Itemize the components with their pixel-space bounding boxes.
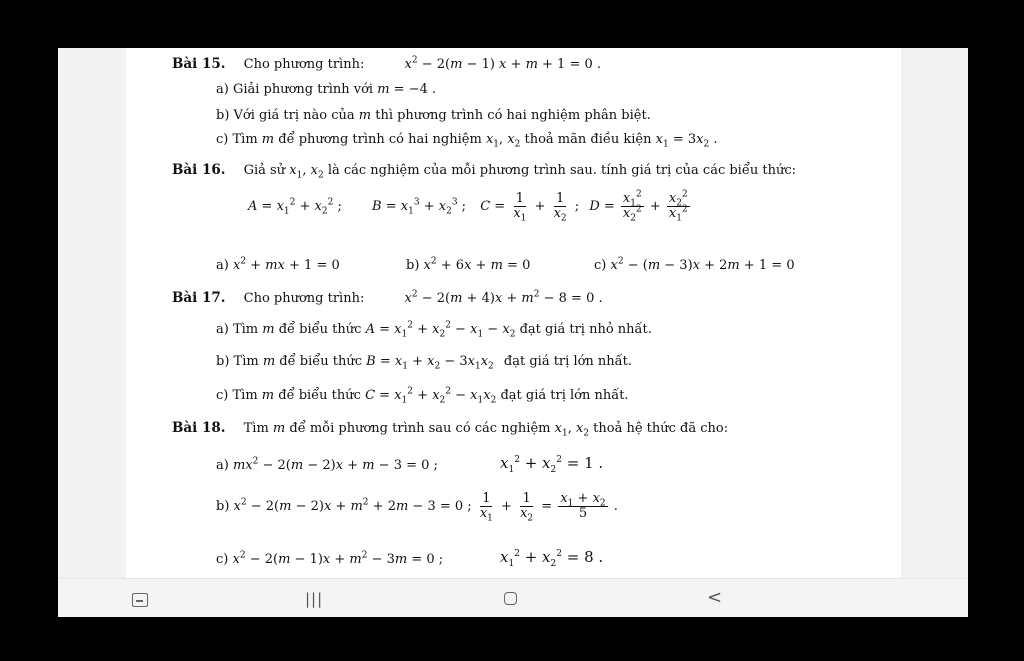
exercise-17-part-a: a) Tìm m để biểu thức $A = x_1^2 + x_2^2 - x_1 - x_2$ đạt giá trị nhỏ nhất. [216,320,652,340]
exercise-16-label: Bài 16. [172,162,226,178]
exercise-16-heading: Bài 16. Giả sử $x_1$, $x_2$ là các nghiệm của mỗi phương trình sau. tính giá trị của các biểu thức: [172,162,796,181]
part-text: đạt giá trị lớn nhất. [500,388,629,403]
exercise-18-intro: Tìm [243,421,269,436]
exercise-15-part-b: b) Với giá trị nào của m thì phương trình có hai nghiệm phân biệt. [216,108,651,123]
recent-apps-icon[interactable]: ||| [305,590,324,608]
exercise-15-label: Bài 15. [172,56,226,72]
home-icon[interactable] [504,592,517,605]
exercise-15-part-c: c) Tìm m để phương trình có hai nghiệm $x_1$, $x_2$ thoả mãn điều kiện $x_1 = 3x_2$ . [216,132,718,150]
part-text: để biểu thức [279,354,362,369]
part-text: đạt giá trị lớn nhất. [503,354,632,369]
part-label: c) [594,258,607,273]
exercise-17-label: Bài 17. [172,290,226,306]
part-text: b) Với giá trị nào của [216,108,355,123]
part-text: để biểu thức [278,322,362,337]
exercise-16-intro-rest: là các nghiệm của mỗi phương trình sau. tính giá trị của các biểu thức: [327,163,796,178]
exercise-17-intro: Cho phương trình: [243,291,365,306]
equation: $x^2 - 2(m + 4)x + m^2 - 8 = 0$ . [404,289,603,306]
exercise-16-intro: Giả sử [243,163,286,178]
exercise-18-part-a: a) $mx^2 - 2(m - 2)x + m - 3 = 0$ ; [216,456,438,473]
part-text: c) Tìm [216,132,258,147]
part-text: a) Tìm [216,322,259,337]
part-text: a) Giải phương trình với [216,82,374,97]
part-text: c) Tìm [216,388,258,403]
exercise-18-part-c: c) $x^2 - 2(m - 1)x + m^2 - 3m = 0$ ; [216,550,444,567]
exercise-18-label: Bài 18. [172,420,226,436]
exercise-15-heading [172,56,601,72]
document-page [126,48,901,578]
back-icon[interactable]: < [707,587,723,608]
expressions-row: $A = x_1^2 + x_2^2$ ; $B = x_1^3 + x_2^3$ ; C = $\frac{1}{x_1}$ + $\frac{1}{x_2}$ ; D = $\frac{x_1^2}{x_2^2}$ + $\frac{x_2^2}{x_1^2}$ [248,189,688,224]
part-label: a) [216,458,229,473]
equation: $x^2 - 2(m - 1) x + m + 1 = 0$ . [404,55,602,72]
android-navigation-bar [58,578,968,617]
exercise-15-intro: Cho phương trình: [243,57,365,72]
part-label: b) [216,499,230,514]
exercise-18-intro-mid: để mỗi phương trình sau có các nghiệm [289,421,551,436]
exercise-16-part-c: c) $x^2 - (m - 3)x + 2m + 1 = 0$ [594,256,795,273]
exercise-18-condition-a: $x_1^2 + x_2^2 = 1$ . [500,454,604,475]
part-text: thì phương trình có hai nghiệm phân biệt. [375,108,651,123]
part-label: a) [216,258,229,273]
keyboard-icon[interactable] [132,593,148,607]
exercise-18-part-b: b) $x^2 - 2(m - 2)x + m^2 + 2m - 3 = 0$ ; $\frac{1}{x_1}$ + $\frac{1}{x_2}$ = $\frac{x_1 + x_2}{5}$ . [216,491,618,524]
part-text: để phương trình có hai nghiệm [278,132,482,147]
part-label: c) [216,552,229,567]
part-text: b) Tìm [216,354,259,369]
exercise-17-part-c: c) Tìm m để biểu thức $C = x_1^2 + x_2^2 - x_1x_2$ đạt giá trị lớn nhất. [216,386,629,406]
part-text: để biểu thức [278,388,361,403]
part-label: b) [406,258,420,273]
exercise-15-part-a: a) Giải phương trình với m = −4 . [216,82,437,97]
exercise-18-heading: Bài 18. Tìm m để mỗi phương trình sau có các nghiệm $x_1$, $x_2$ thoả hệ thức đã cho: [172,420,729,439]
exercise-17-part-b: b) Tìm m để biểu thức $B = x_1 + x_2 - 3x_1x_2$ đạt giá trị lớn nhất. [216,354,632,372]
exercise-16-part-b: b) $x^2 + 6x + m = 0$ [406,256,531,273]
exercise-16-part-a: a) $x^2$ + mx + 1 = 0 [216,256,340,273]
part-text: thoả mãn điều kiện [524,132,652,147]
part-text: đạt giá trị nhỏ nhất. [519,322,652,337]
exercise-18-condition-c: $x_1^2 + x_2^2 = 8$ . [500,548,604,569]
exercise-17-heading [172,290,603,306]
exercise-18-intro-rest: thoả hệ thức đã cho: [593,421,729,436]
